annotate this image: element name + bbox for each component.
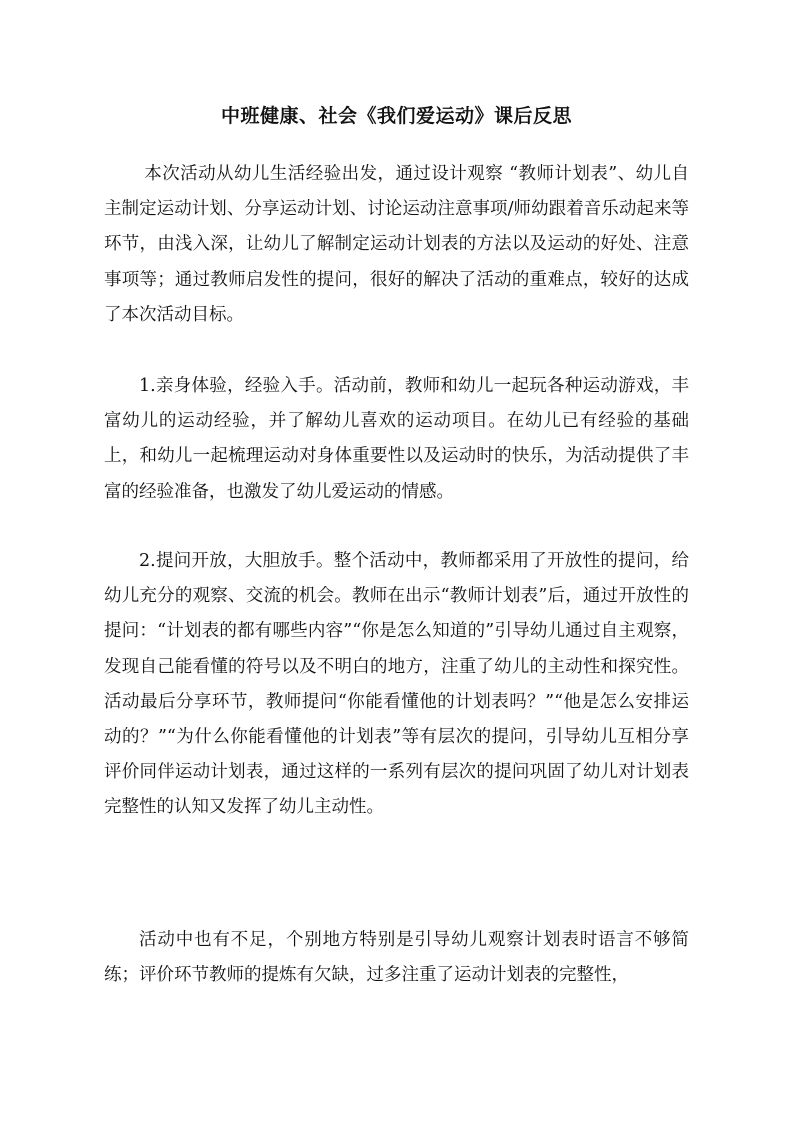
paragraph-shortcomings: 活动中也有不足，个别地方特别是引导幼儿观察计划表时语言不够简练；评价环节教师的提炼有欠缺，过多注重了运动计划表的完整性， <box>104 930 689 986</box>
paragraph-intro: 本次活动从幼儿生活经验出发，通过设计观察 “教师计划表”、幼儿自主制定运动计划、分享运动计划、讨论运动注意事项/师幼跟着音乐动起来等环节，由浅入深，让幼儿了解制定运动计划表的方法以及运动的好处、注意事项等；通过教师启发性的提问，很好的解决了活动的重难点，较好的达成了本次活动目标。 <box>104 164 689 325</box>
paragraph-point-1: 1.亲身体验，经验入手。活动前，教师和幼儿一起玩各种运动游戏，丰富幼儿的运动经验，并了解幼儿喜欢的运动项目。在幼儿已有经验的基础上，和幼儿一起梳理运动对身体重要性以及运动时的快乐，为活动提供了丰富的经验准备，也激发了幼儿爱运动的情感。 <box>104 376 689 502</box>
paragraph-point-2: 2.提问开放，大胆放手。整个活动中，教师都采用了开放性的提问，给幼儿充分的观察、交流的机会。教师在出示“教师计划表”后，通过开放性的提问：“计划表的都有哪些内容”“你是怎么知道的”引导幼儿通过自主观察，发现自己能看懂的符号以及不明白的地方，注重了幼儿的主动性和探究性。活动最后分享环节，教师提问“你能看懂他的计划表吗？”“他是怎么安排运动的？”“为什么你能看懂他的计划表”等有层次的提问，引导幼儿互相分享评价同伴运动计划表，通过这样的一系列有层次的提问巩固了幼儿对计划表完整性的认知又发挥了幼儿主动性。 <box>104 551 689 818</box>
document-title: 中班健康、社会《我们爱运动》课后反思 <box>220 105 572 127</box>
